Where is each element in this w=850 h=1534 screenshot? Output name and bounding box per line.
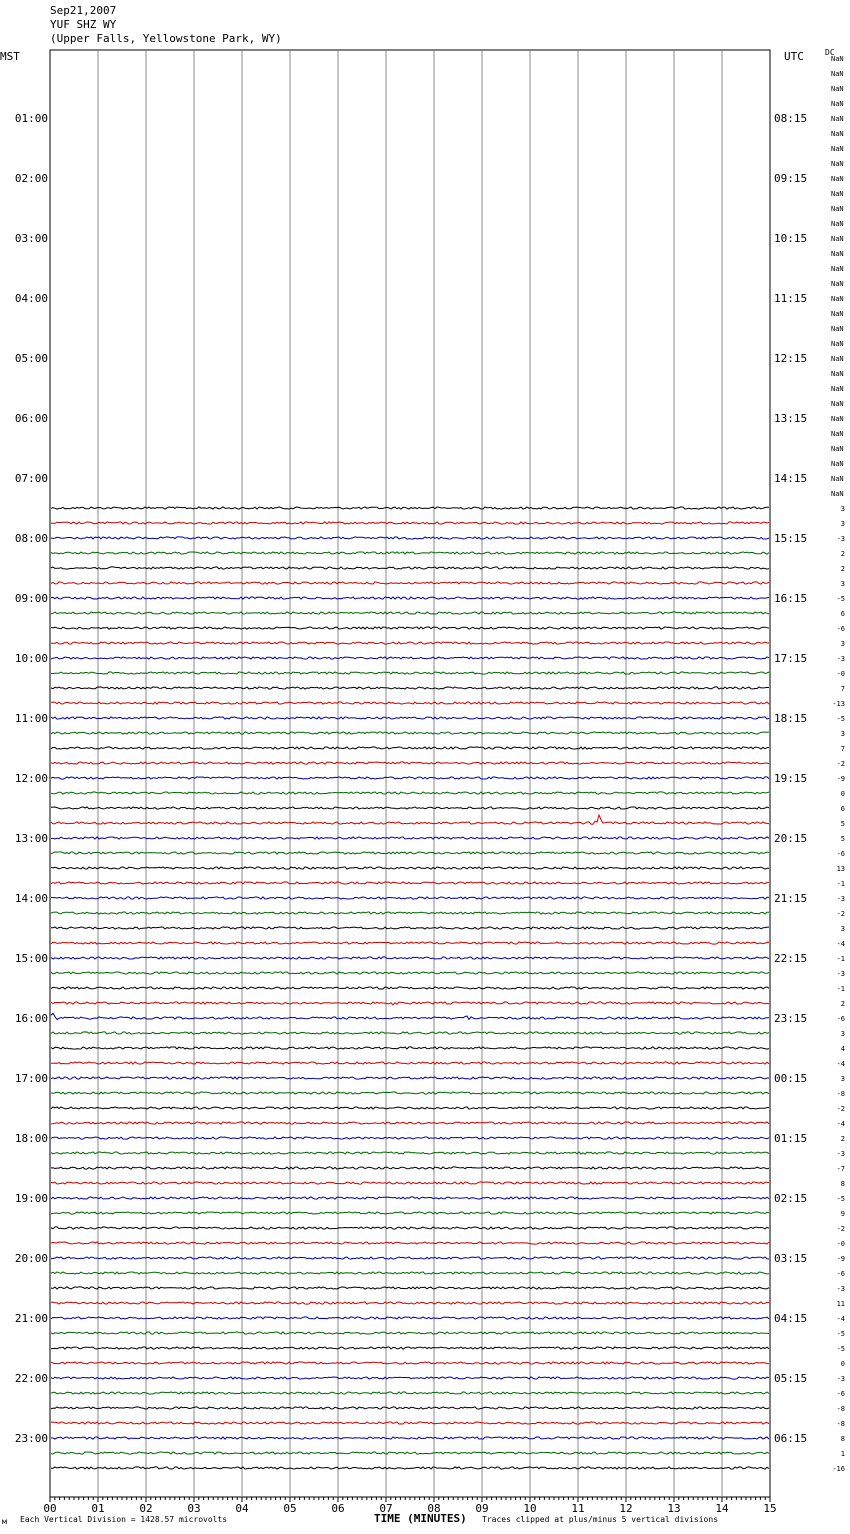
dc-offset-value: NaN [831,250,844,258]
dc-offset-value: NaN [831,325,844,333]
seismic-trace [51,807,769,809]
mst-hour-label: 02:00 [14,172,48,185]
dc-offset-value: -0 [836,1240,845,1248]
dc-offset-value: -5 [836,1330,845,1338]
dc-offset-value: 3 [840,520,845,528]
dc-offset-value: 3 [840,730,845,738]
seismic-trace [51,1287,769,1289]
seismic-trace [51,1197,769,1199]
mst-hour-label: 18:00 [14,1132,48,1145]
seismic-trace [51,762,769,764]
seismic-trace [51,1257,769,1259]
dc-offset-value: NaN [831,265,844,273]
scale-note: Each Vertical Division = 1428.57 microvolts [20,1515,228,1524]
seismic-trace [51,1392,769,1394]
dc-offset-value: NaN [831,70,844,78]
x-tick-label: 14 [715,1502,729,1515]
seismic-trace [51,1122,769,1124]
mst-hour-label: 15:00 [14,952,48,965]
mst-hour-label: 17:00 [14,1072,48,1085]
mst-hour-label: 12:00 [14,772,48,785]
utc-hour-label: 01:15 [774,1132,808,1145]
seismic-trace [51,567,769,569]
dc-offset-value: NaN [831,85,844,93]
seismic-trace [51,1347,769,1349]
dc-offset-value: -8 [836,1090,845,1098]
dc-offset-value: NaN [831,160,844,168]
x-tick-label: 10 [523,1502,537,1515]
dc-offset-value: -13 [832,700,845,708]
utc-hour-label: 04:15 [774,1312,808,1325]
mst-hour-label: 09:00 [14,592,48,605]
x-tick-label: 04 [235,1502,249,1515]
utc-hour-label: 19:15 [774,772,808,785]
dc-offset-value: -3 [836,1285,845,1293]
seismic-trace [51,1272,769,1274]
dc-offset-value: 8 [840,1180,845,1188]
dc-offset-value: -3 [836,1150,845,1158]
dc-offset-value: -2 [836,1225,845,1233]
seismic-trace [51,627,769,629]
utc-hour-label: 09:15 [774,172,808,185]
seismic-trace [51,912,769,914]
dc-offset-value: 9 [840,1210,845,1218]
utc-hour-label: 00:15 [774,1072,808,1085]
seismic-trace [51,672,769,674]
dc-offset-value: 3 [840,1030,845,1038]
mst-hour-label: 19:00 [14,1192,48,1205]
seismic-trace [51,852,769,854]
dc-offset-value: 3 [840,580,845,588]
mst-hour-label: 01:00 [14,112,48,125]
utc-hour-label: 23:15 [774,1012,808,1025]
dc-offset-value: -1 [836,955,845,963]
dc-offset-value: NaN [831,295,844,303]
utc-hour-label: 22:15 [774,952,808,965]
dc-offset-value: 1 [840,1450,845,1458]
seismic-trace [51,1377,769,1379]
seismic-trace [51,1062,769,1064]
utc-timezone-label: UTC [784,50,804,63]
seismic-trace [51,612,769,614]
seismic-trace [51,1302,769,1304]
dc-offset-value: -9 [836,1255,845,1263]
dc-offset-value: -3 [836,1375,845,1383]
seismic-trace [51,957,769,959]
seismic-trace [51,687,769,689]
utc-hour-label: 06:15 [774,1432,808,1445]
dc-offset-value: 0 [840,1360,845,1368]
station-location: (Upper Falls, Yellowstone Park, WY) [50,32,282,45]
utc-hour-label: 05:15 [774,1372,808,1385]
dc-offset-value: 8 [840,1435,845,1443]
dc-offset-value: -7 [836,1165,845,1173]
utc-hour-label: 14:15 [774,472,808,485]
seismic-trace [51,1013,769,1019]
dc-offset-value: -0 [836,670,845,678]
dc-offset-value: 4 [840,1045,845,1053]
utc-hour-label: 20:15 [774,832,808,845]
x-tick-label: 07 [379,1502,393,1515]
seismic-trace [51,972,769,974]
dc-offset-value: -3 [836,655,845,663]
x-tick-label: 15 [763,1502,777,1515]
seismic-trace [51,1212,769,1214]
plot-frame [50,50,770,1497]
dc-offset-value: 11 [836,1300,845,1308]
dc-offset-value: 2 [840,550,845,558]
seismic-trace [51,747,769,749]
seismic-trace [51,1047,769,1049]
dc-offset-value: -3 [836,970,845,978]
dc-offset-value: -1 [836,880,845,888]
mst-hour-label: 11:00 [14,712,48,725]
dc-offset-value: 2 [840,1000,845,1008]
dc-offset-value: -6 [836,1015,845,1023]
mst-hour-label: 10:00 [14,652,48,665]
seismic-trace [51,657,769,659]
seismic-trace [51,1317,769,1319]
dc-offset-value: NaN [831,415,844,423]
seismic-trace [51,1137,769,1139]
mst-hour-label: 20:00 [14,1252,48,1265]
seismic-trace [51,1227,769,1229]
utc-hour-label: 10:15 [774,232,808,245]
clip-note: Traces clipped at plus/minus 5 vertical divisions [482,1515,719,1524]
dc-offset-value: -1 [836,985,845,993]
dc-offset-value: -6 [836,1270,845,1278]
seismic-trace [51,1077,769,1079]
seismic-trace [51,1332,769,1334]
mst-hour-label: 16:00 [14,1012,48,1025]
x-tick-label: 01 [91,1502,105,1515]
x-tick-label: 12 [619,1502,633,1515]
seismic-trace [51,837,769,839]
utc-hour-label: 13:15 [774,412,808,425]
dc-offset-value: NaN [831,475,844,483]
utc-hour-label: 17:15 [774,652,808,665]
dc-offset-value: NaN [831,490,844,498]
dc-offset-value: 2 [840,1135,845,1143]
station-code: YUF SHZ WY [50,18,117,31]
mst-timezone-label: MST [0,50,20,63]
corner-mark: м [2,1517,7,1526]
mst-hour-label: 03:00 [14,232,48,245]
dc-offset-value: -2 [836,760,845,768]
seismic-trace [51,942,769,944]
mst-hour-label: 06:00 [14,412,48,425]
seismic-trace [51,897,769,899]
dc-offset-value: NaN [831,115,844,123]
mst-hour-label: 22:00 [14,1372,48,1385]
mst-hour-label: 13:00 [14,832,48,845]
dc-offset-value: -6 [836,625,845,633]
seismic-trace [51,1437,769,1439]
utc-hour-label: 08:15 [774,112,808,125]
seismic-trace [51,1422,769,1424]
seismic-trace [51,732,769,734]
seismic-trace [51,1362,769,1364]
dc-offset-value: NaN [831,190,844,198]
seismic-trace [51,597,769,599]
dc-offset-value: 7 [840,685,845,693]
dc-offset-label: DC [825,48,835,57]
dc-offset-value: -6 [836,850,845,858]
dc-offset-value: -3 [836,535,845,543]
dc-offset-value: NaN [831,205,844,213]
mst-hour-label: 08:00 [14,532,48,545]
seismic-trace [51,1467,769,1469]
utc-hour-label: 11:15 [774,292,808,305]
dc-offset-value: NaN [831,400,844,408]
dc-offset-value: NaN [831,100,844,108]
dc-offset-value: 2 [840,565,845,573]
seismic-trace [51,815,769,824]
dc-offset-value: -5 [836,595,845,603]
dc-offset-value: NaN [831,220,844,228]
seismic-trace [51,1182,769,1184]
dc-offset-value: -9 [836,775,845,783]
x-tick-label: 03 [187,1502,201,1515]
seismic-trace [51,702,769,704]
dc-offset-value: 3 [840,505,845,513]
mst-hour-label: 04:00 [14,292,48,305]
dc-offset-value: -4 [836,1060,845,1068]
x-tick-label: 02 [139,1502,153,1515]
seismic-trace [51,927,769,929]
dc-offset-value: -2 [836,910,845,918]
utc-hour-label: 15:15 [774,532,808,545]
dc-offset-value: 5 [840,820,845,828]
mst-hour-label: 14:00 [14,892,48,905]
utc-hour-label: 03:15 [774,1252,808,1265]
dc-offset-value: 3 [840,925,845,933]
dc-offset-value: NaN [831,355,844,363]
dc-offset-value: 13 [836,865,845,873]
x-tick-label: 06 [331,1502,345,1515]
dc-offset-value: -4 [836,940,845,948]
seismic-trace [51,867,769,869]
dc-offset-value: -3 [836,895,845,903]
seismic-trace [51,1242,769,1244]
dc-offset-value: NaN [831,430,844,438]
seismic-trace [51,777,769,779]
seismic-trace [51,537,769,539]
seismic-trace [51,792,769,794]
dc-offset-value: NaN [831,385,844,393]
dc-offset-value: NaN [831,340,844,348]
seismic-trace [51,552,769,554]
mst-hour-label: 07:00 [14,472,48,485]
utc-hour-label: 12:15 [774,352,808,365]
dc-offset-value: NaN [831,310,844,318]
seismic-trace [51,987,769,989]
dc-offset-value: -8 [836,1405,845,1413]
dc-offset-value: NaN [831,175,844,183]
seismic-trace [51,1152,769,1154]
dc-offset-value: NaN [831,55,844,63]
x-axis-title: TIME (MINUTES) [374,1512,467,1525]
utc-hour-label: 16:15 [774,592,808,605]
dc-offset-value: 3 [840,1075,845,1083]
seismic-trace [51,1407,769,1409]
dc-offset-value: -2 [836,1105,845,1113]
seismic-trace [51,522,769,524]
utc-hour-label: 02:15 [774,1192,808,1205]
seismic-trace [51,1092,769,1094]
dc-offset-value: NaN [831,280,844,288]
dc-offset-value: -5 [836,715,845,723]
seismic-trace [51,507,769,509]
dc-offset-value: NaN [831,370,844,378]
dc-offset-value: 0 [840,790,845,798]
dc-offset-value: 5 [840,835,845,843]
x-tick-label: 09 [475,1502,489,1515]
dc-offset-value: 6 [840,610,845,618]
dc-offset-value: -4 [836,1120,845,1128]
dc-offset-value: -5 [836,1345,845,1353]
dc-offset-value: NaN [831,445,844,453]
seismic-trace [51,1452,769,1454]
seismic-trace [51,882,769,884]
seismic-trace [51,1167,769,1169]
mst-hour-label: 23:00 [14,1432,48,1445]
plot-date: Sep21,2007 [50,4,117,17]
x-tick-label: 00 [43,1502,57,1515]
mst-hour-label: 05:00 [14,352,48,365]
dc-offset-value: -4 [836,1315,845,1323]
seismic-trace [51,582,769,584]
x-tick-label: 11 [571,1502,585,1515]
dc-offset-value: -6 [836,1390,845,1398]
seismic-trace [51,1107,769,1109]
dc-offset-value: NaN [831,145,844,153]
seismic-trace [51,717,769,719]
dc-offset-value: 6 [840,805,845,813]
dc-offset-value: NaN [831,460,844,468]
seismic-trace [51,1002,769,1005]
mst-hour-label: 21:00 [14,1312,48,1325]
x-tick-label: 08 [427,1502,441,1515]
seismic-trace [51,642,769,644]
x-tick-label: 13 [667,1502,681,1515]
dc-offset-value: NaN [831,130,844,138]
dc-offset-value: NaN [831,235,844,243]
dc-offset-value: 7 [840,745,845,753]
dc-offset-value: -5 [836,1195,845,1203]
seismic-trace [51,1032,769,1034]
dc-offset-value: -16 [832,1465,845,1473]
dc-offset-value: -8 [836,1420,845,1428]
utc-hour-label: 18:15 [774,712,808,725]
x-tick-label: 05 [283,1502,297,1515]
utc-hour-label: 21:15 [774,892,808,905]
dc-offset-value: 3 [840,640,845,648]
